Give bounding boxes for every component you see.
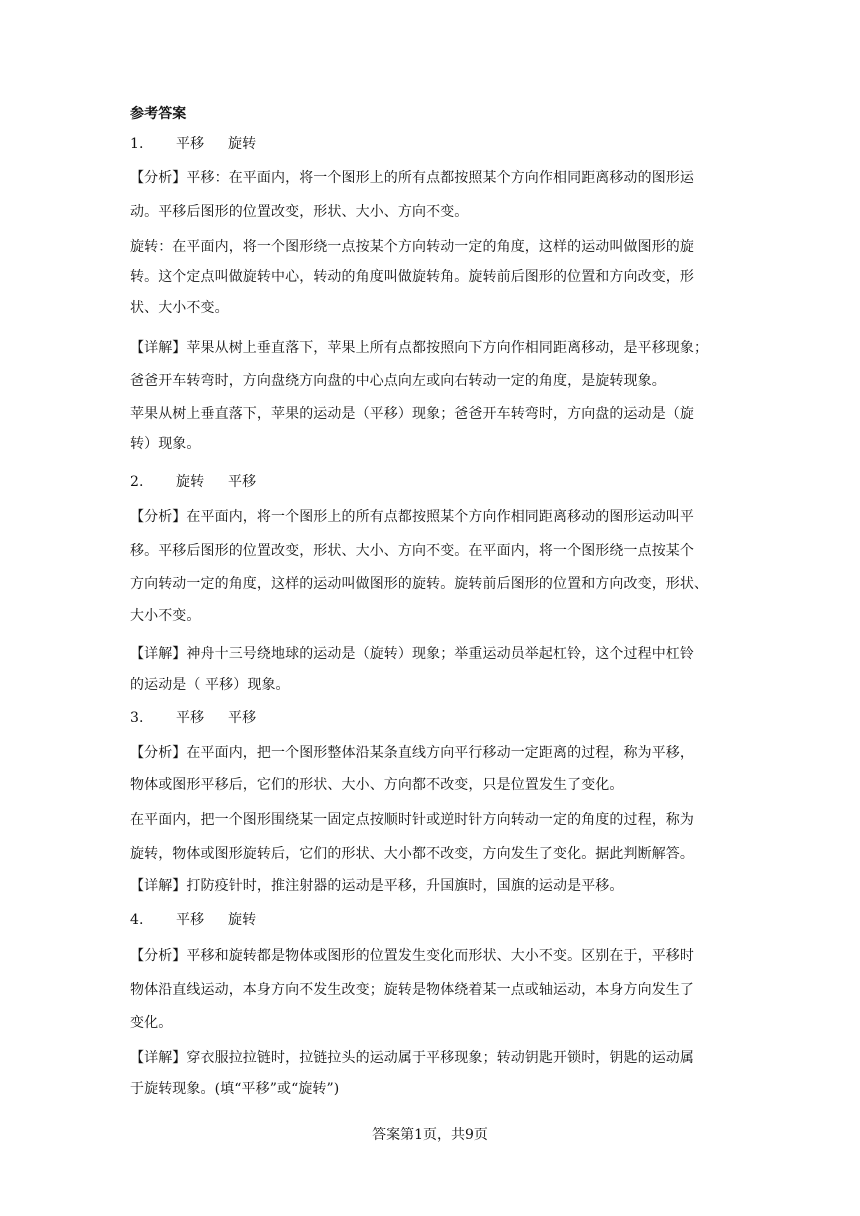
answer-blank-2: 旋转	[228, 912, 257, 928]
analysis-text: 【分析】在平面内，将一个图形上的所有点都按照某个方向作相同距离移动的图形运动叫平	[130, 509, 694, 525]
analysis-text: 在平面内，把一个图形围绕某一固定点按顺时针或逆时针方向转动一定的角度的过程，称为	[130, 812, 694, 828]
answer-row-1	[130, 134, 730, 154]
answer-row-2	[130, 472, 730, 492]
detail-text: 【详解】苹果从树上垂直落下，苹果上所有点都按照向下方向作相同距离移动，是平移现象；	[130, 340, 709, 356]
analysis-text: 【分析】平移和旋转都是物体或图形的位置发生变化而形状、大小不变。区别在于，平移时	[130, 948, 694, 964]
analysis-text: 旋转：在平面内，将一个图形绕一点按某个方向转动一定的角度，这样的运动叫做图形的旋	[130, 239, 694, 255]
detail-text: 【详解】打防疫针时，推注射器的运动是平移，升国旗时，国旗的运动是平移。	[130, 878, 624, 894]
question-number: 2.	[130, 474, 144, 490]
analysis-text: 物体沿直线运动，本身方向不发生改变；旋转是物体绕着某一点或轴运动，本身方向发生了	[130, 982, 694, 998]
answer-blank-1: 平移	[176, 710, 205, 726]
detail-text: 【详解】穿衣服拉拉链时，拉链拉头的运动属于平移现象；转动钥匙开锁时，钥匙的运动属	[130, 1050, 694, 1066]
analysis-text: 物体或图形平移后，它们的形状、大小、方向都不改变，只是位置发生了变化。	[130, 777, 624, 793]
answer-blank-1: 旋转	[176, 474, 205, 490]
analysis-text: 【分析】平移：在平面内，将一个图形上的所有点都按照某个方向作相同距离移动的图形运	[130, 170, 694, 186]
answer-row-4	[130, 910, 730, 930]
answer-row-3	[130, 708, 730, 728]
detail-text: 爸爸开车转弯时，方向盘绕方向盘的中心点向左或向右转动一定的角度，是旋转现象。	[130, 373, 666, 389]
analysis-text: 动。平移后图形的位置改变，形状、大小、方向不变。	[130, 204, 469, 220]
analysis-text: 方向转动一定的角度，这样的运动叫做图形的旋转。旋转前后图形的位置和方向改变，形状、	[130, 576, 709, 592]
analysis-text: 大小不变。	[130, 608, 201, 624]
answer-page	[130, 0, 730, 1216]
analysis-text: 转。这个定点叫做旋转中心，转动的角度叫做旋转角。旋转前后图形的位置和方向改变，形	[130, 269, 694, 285]
analysis-text: 旋转，物体或图形旋转后，它们的形状、大小都不改变，方向发生了变化。据此判断解答。	[130, 846, 694, 862]
answer-blank-2: 旋转	[228, 136, 257, 152]
detail-text: 苹果从树上垂直落下，苹果的运动是（平移）现象；爸爸开车转弯时，方向盘的运动是（旋	[130, 406, 694, 422]
analysis-text: 移。平移后图形的位置改变，形状、大小、方向不变。在平面内，将一个图形绕一点按某个	[130, 543, 694, 559]
question-number: 3.	[130, 710, 144, 726]
analysis-text: 变化。	[130, 1015, 173, 1031]
detail-text: 于旋转现象。(填“平移”或“旋转”)	[130, 1081, 340, 1097]
detail-text: 的运动是（ 平移）现象。	[130, 677, 290, 693]
question-number: 1.	[130, 136, 144, 152]
analysis-text: 【分析】在平面内，把一个图形整体沿某条直线方向平行移动一定距离的过程，称为平移，	[130, 745, 694, 761]
detail-text: 【详解】神舟十三号绕地球的运动是（旋转）现象；举重运动员举起杠铃，这个过程中杠铃	[130, 646, 694, 662]
answer-blank-2: 平移	[228, 710, 257, 726]
analysis-text: 状、大小不变。	[130, 300, 229, 316]
answer-blank-2: 平移	[228, 474, 257, 490]
answer-blank-1: 平移	[176, 912, 205, 928]
page-footer: 答案第1页，共9页	[372, 1127, 488, 1143]
question-number: 4.	[130, 912, 144, 928]
page-title: 参考答案	[130, 106, 187, 122]
answer-blank-1: 平移	[176, 136, 205, 152]
detail-text: 转）现象。	[130, 436, 201, 452]
